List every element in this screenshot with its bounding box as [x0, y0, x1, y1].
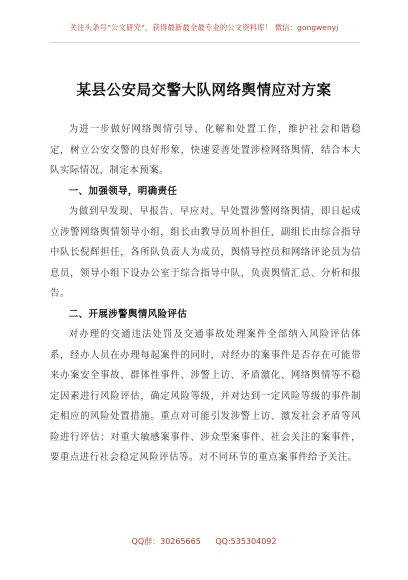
section-body-2: 对办理的交通违法处罚及交通事故处理案件全部纳入风险评估体系，经办人员在办理每起案件的同时，对经办的案事件是否存在可能带来办案安全事故、群体性事件、涉警上访、矛盾激化、网络舆情等不稳定因素进行风险评估，确定风险等级，并对达到一定风险等级的事件制定相应的风险处置措施。重点对可能引发涉警上访、激发社会矛盾等风险进行评估；对重大敏感案事件、涉众型案事件、社会关注的案事件，要重点进行社会稳定风险评估等。对不同环节的重点案事件给予关注。 [50, 329, 361, 463]
header-banner: 关注头条号“公文研究”，获得最新最全最专业的公文资料库！ 微信：gongwenyj [69, 23, 339, 32]
section-heading-2: 二、开展涉警舆情风险评估 [68, 308, 188, 320]
footer [0, 536, 408, 547]
section-body-1: 为做到早发现、早报告、早应对、早处置涉警网络舆情，即日起成立涉警网络舆情领导小组，组长由教导员周朴担任，副组长由综合指导中队长倪辉担任，各所队负责人为成员，舆情导控员和网络评论员为信息员，领导小组下设办公室于综合指导中队，负责舆情汇总、分析和报告。 [50, 206, 361, 299]
document-body [50, 120, 361, 469]
document-title: 某县公安局交警大队网络舆情应对方案 [76, 83, 332, 99]
header-divider [50, 42, 360, 43]
footer-qq: QQ:535304092 [215, 537, 277, 546]
section-heading-1: 一、加强领导，明确责任 [68, 185, 178, 197]
footer-qq-group: QQ群：30265665 [131, 537, 201, 546]
intro-paragraph: 为进一步做好网络舆情引导、化解和处置工作，维护社会和谐稳定，树立公安交警的良好形象，快速妥善处置涉检网络舆情，结合本大队实际情况，制定本预案。 [50, 124, 361, 176]
